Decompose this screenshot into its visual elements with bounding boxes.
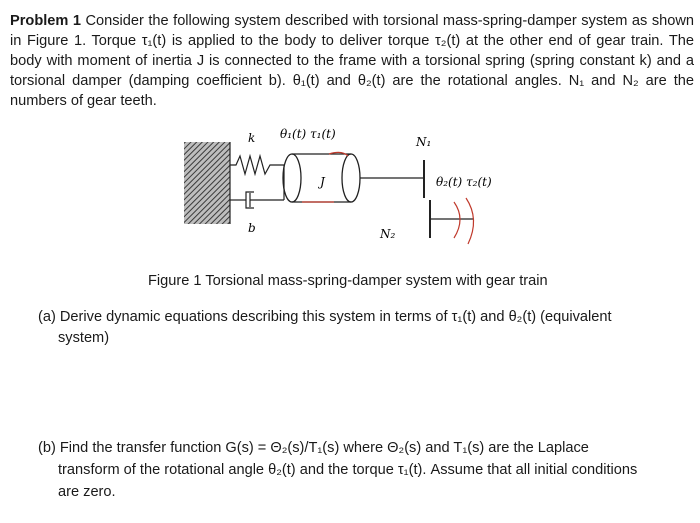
label-b: b (248, 221, 256, 235)
torsional-damper (230, 165, 284, 208)
problem-statement (10, 11, 694, 111)
label-theta1-tau1: θ₁(t) τ₁(t) (280, 127, 336, 141)
label-theta2-tau2: θ₂(t) τ₂(t) (436, 175, 492, 189)
problem-intro: Consider the following system described with torsional mass-spring-damper system as shown in Figure 1. Torque τ₁(t) is applied to the body to deliver torque τ₂(t) at the other end of gear train. The body with moment of inertia J is connected to the frame with a torsional spring (spring constant k) and a torsional damper (damping coefficient b). θ₁(t) and θ₂(t) are the rotational angles. N₁ and N₂ are the numbers of gear teeth. (10, 13, 695, 109)
torsional-spring (230, 156, 284, 174)
label-N1: N₁ (416, 135, 432, 149)
problem-heading: Problem 1 (10, 13, 81, 29)
label-J: J (320, 175, 325, 189)
question-b-line2: transform of the rotational angle θ₂(t) and the torque τ₁(t). Assume that all initial conditions (58, 462, 638, 478)
question-b-line3: are zero. (58, 484, 116, 500)
label-N2: N₂ (380, 227, 396, 241)
question-a-line2: system) (58, 330, 110, 346)
question-a (38, 307, 638, 349)
question-b-line1: (b) Find the transfer function G(s) = Θ₂(s)/T₁(s) where Θ₂(s) and T₁(s) are the Laplace (38, 440, 589, 456)
label-k: k (248, 131, 256, 145)
torsional-system-diagram (184, 120, 514, 260)
fixed-wall (184, 142, 230, 224)
question-a-line1: (a) Derive dynamic equations describing this system in terms of τ₁(t) and θ₂(t) (equivalent (38, 309, 612, 325)
figure-caption: Figure 1 Torsional mass-spring-damper system with gear train (148, 273, 548, 289)
question-b (38, 437, 688, 503)
